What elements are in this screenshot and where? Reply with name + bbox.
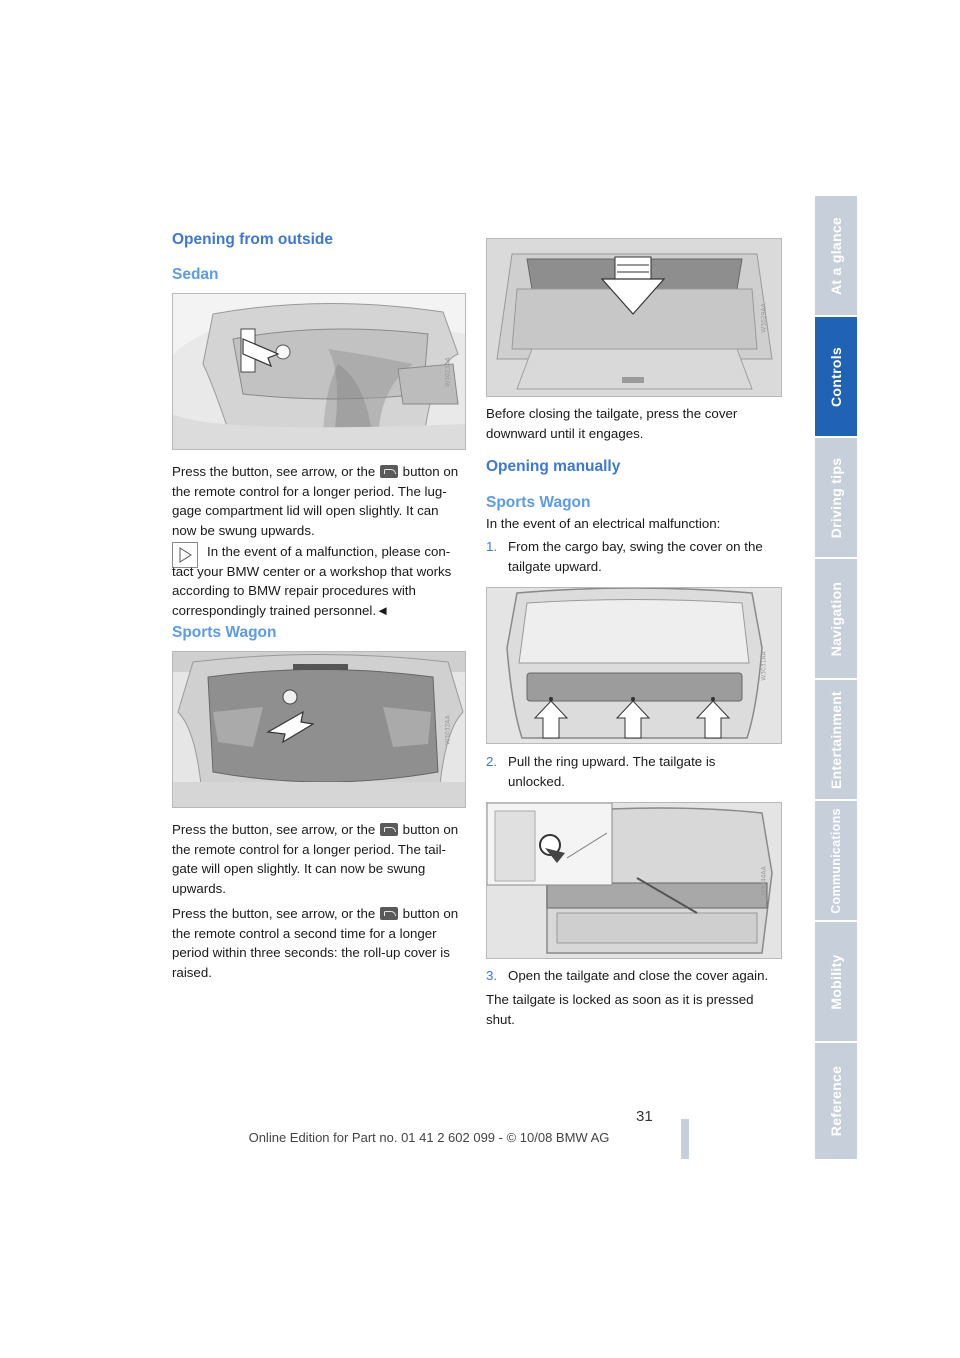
figure-code: W3029AA (760, 302, 768, 333)
figure-code: W3044AA (760, 865, 768, 896)
electrical-malfunction-intro: In the event of an electrical malfunction: (486, 516, 721, 531)
subheading-sports-wagon-manual: Sports Wagon (486, 494, 591, 511)
figure-code: W3031AA (760, 650, 768, 681)
pull-ring-figure (486, 802, 782, 959)
tab-communications[interactable] (815, 801, 857, 922)
online-edition-footer (0, 1130, 960, 1145)
tailgate-cover-figure (486, 587, 782, 744)
subheading-sports-wagon: Sports Wagon (172, 624, 277, 641)
step-text: From the cargo bay, swing the cover on the tailgate upward. (508, 539, 763, 574)
tab-label: Reference (828, 1065, 844, 1137)
tab-controls[interactable] (815, 317, 857, 438)
closing-paragraph: The tailgate is locked as soon as it is pressed shut. (486, 992, 754, 1027)
note-text: In the event of a malfunction, please con-tact your BMW center or a workshop that works according to BMW repair procedures with correspondingly trained personnel. (172, 544, 452, 618)
wagon-tailgate-figure (172, 651, 466, 808)
step-text: Open the tailgate and close the cover again. (508, 968, 769, 983)
footer-text: Online Edition for Part no. 01 41 2 602 099 - © 10/08 BMW AG (248, 1130, 610, 1145)
step-text: Pull the ring upward. The tailgate is unlocked. (508, 754, 716, 789)
tab-label: Controls (828, 346, 844, 407)
step-1 (486, 537, 780, 574)
sedan-text-a: Press the button, see arrow, or the (172, 464, 376, 479)
wagon-text-2a: Press the button, see arrow, or the (172, 906, 376, 921)
step-number: 3. (486, 968, 498, 983)
wagon-text-2b: button on the remote control a second time for a longer period within three seconds: the roll-up cover is raised. (172, 906, 459, 980)
tab-label: Mobility (828, 953, 844, 1010)
tab-at-a-glance[interactable] (815, 196, 857, 317)
wagon-text-1a: Press the button, see arrow, or the (172, 822, 376, 837)
subheading-sedan: Sedan (172, 266, 219, 283)
step-number: 2. (486, 754, 498, 769)
tailgate-key-icon (380, 823, 398, 836)
before-closing-paragraph: Before closing the tailgate, press the cover downward until it engages. (486, 406, 738, 441)
section-heading-opening-manually: Opening manually (486, 458, 621, 475)
tab-label: Communications (829, 807, 843, 914)
tab-label: Driving tips (828, 457, 844, 538)
sedan-text-b: button on the remote control for a longer period. The lug-gage compartment lid will open slightly. It can now be swung upwards. (172, 464, 459, 538)
wagon-text-1b: button on the remote control for a longer period. The tail-gate will open slightly. It can now be swung upwards. (172, 822, 459, 896)
tab-label: Navigation (828, 581, 844, 656)
tab-entertainment[interactable] (815, 680, 857, 801)
step-2 (486, 752, 780, 789)
cargo-cover-figure (486, 238, 782, 397)
wagon-paragraph-2 (172, 904, 464, 982)
page-number: 31 (636, 1108, 653, 1125)
chapter-sidebar (815, 196, 857, 1159)
tailgate-key-icon-2 (380, 907, 398, 920)
sedan-trunk-figure (172, 293, 466, 450)
tab-label: At a glance (828, 216, 844, 295)
wagon-paragraph-1 (172, 820, 464, 898)
figure-code: W3032AA (444, 714, 452, 745)
tab-mobility[interactable] (815, 922, 857, 1043)
tab-label: Entertainment (828, 690, 844, 789)
tab-navigation[interactable] (815, 559, 857, 680)
note-end-mark: ◄ (376, 602, 390, 618)
step-3 (486, 966, 780, 986)
section-heading-opening-from-outside: Opening from outside (172, 231, 334, 248)
malfunction-note (172, 542, 464, 620)
trunk-key-icon (380, 465, 398, 478)
sedan-paragraph (172, 462, 464, 540)
figure-code: W3023AA (444, 356, 452, 387)
tab-driving-tips[interactable] (815, 438, 857, 559)
step-number: 1. (486, 539, 498, 554)
